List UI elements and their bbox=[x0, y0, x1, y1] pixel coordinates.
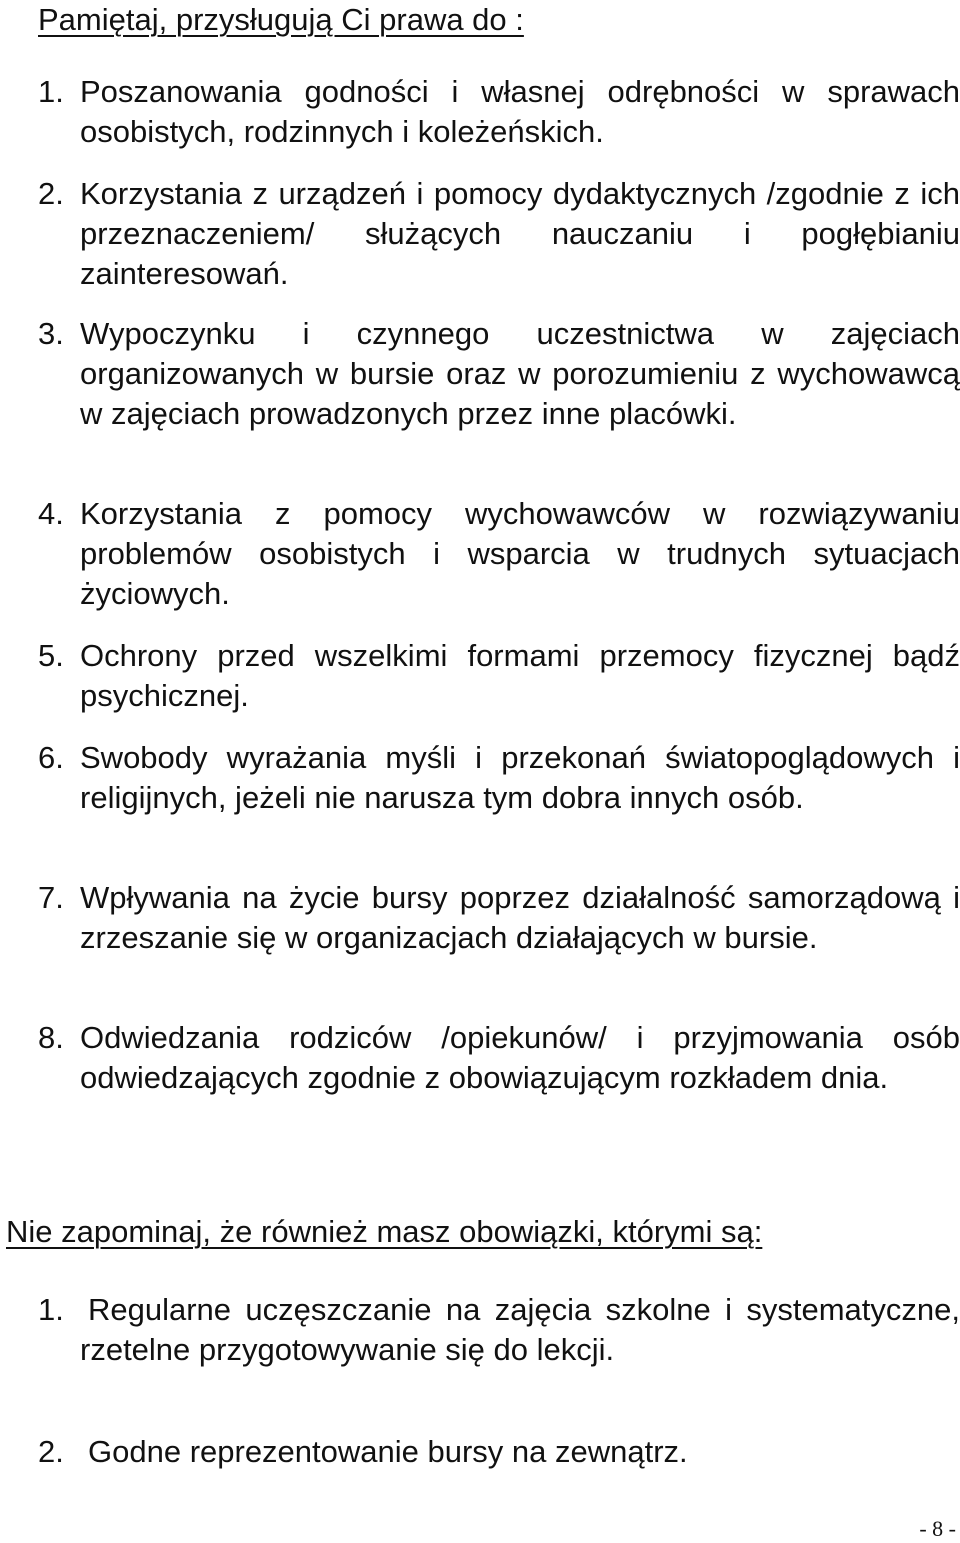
list-item-number: 4. bbox=[38, 496, 64, 531]
list-item-text: Wpływania na życie bursy poprzez działalność samorządową i zrzeszanie się w organizacjach działających w bursie. bbox=[80, 880, 960, 955]
list-item-text: Godne reprezentowanie bursy na zewnątrz. bbox=[88, 1434, 688, 1469]
list-item-number: 1. bbox=[38, 1292, 64, 1327]
list-item-number: 5. bbox=[38, 638, 64, 673]
rights-list-item bbox=[38, 636, 960, 716]
rights-list-item bbox=[38, 878, 960, 958]
page-number: - 8 - bbox=[919, 1516, 956, 1541]
list-item-text: Swobody wyrażania myśli i przekonań światopoglądowych i religijnych, jeżeli nie narusza tym dobra innych osób. bbox=[80, 740, 960, 815]
list-item-text: Korzystania z pomocy wychowawców w rozwiązywaniu problemów osobistych i wsparcia w trudnych sytuacjach życiowych. bbox=[80, 496, 960, 611]
list-item-text: Odwiedzania rodziców /opiekunów/ i przyjmowania osób odwiedzających zgodnie z obowiązującym rozkładem dnia. bbox=[80, 1020, 960, 1095]
duties-list-item bbox=[38, 1432, 960, 1472]
duties-heading: Nie zapominaj, że również masz obowiązki, którymi są: bbox=[6, 1214, 763, 1249]
list-item-text: Poszanowania godności i własnej odrębności w sprawach osobistych, rodzinnych i koleżeńskich. bbox=[80, 74, 960, 149]
list-item-number: 7. bbox=[38, 880, 64, 915]
list-item-text: Ochrony przed wszelkimi formami przemocy fizycznej bądź psychicznej. bbox=[80, 638, 960, 713]
rights-list-item bbox=[38, 1018, 960, 1098]
rights-heading: Pamiętaj, przysługują Ci prawa do : bbox=[38, 2, 524, 37]
list-item-text: Korzystania z urządzeń i pomocy dydaktycznych /zgodnie z ich przeznaczeniem/ służących nauczaniu i pogłębianiu zainteresowań. bbox=[80, 176, 960, 291]
rights-list-item bbox=[38, 738, 960, 818]
rights-list-item bbox=[38, 494, 960, 614]
rights-list-item bbox=[38, 174, 960, 294]
rights-list-item bbox=[38, 314, 960, 434]
list-item-number: 2. bbox=[38, 1434, 64, 1469]
list-item-number: 1. bbox=[38, 74, 64, 109]
list-item-text: Regularne uczęszczanie na zajęcia szkolne i systematyczne, rzetelne przygotowywanie się do lekcji. bbox=[80, 1292, 960, 1367]
list-item-number: 2. bbox=[38, 176, 64, 211]
rights-list-item bbox=[38, 72, 960, 152]
list-item-number: 6. bbox=[38, 740, 64, 775]
list-item-number: 3. bbox=[38, 316, 64, 351]
duties-list-item bbox=[38, 1290, 960, 1370]
list-item-text: Wypoczynku i czynnego uczestnictwa w zajęciach organizowanych w bursie oraz w porozumieniu z wychowawcą w zajęciach prowadzonych przez inne placówki. bbox=[80, 316, 960, 431]
list-item-number: 8. bbox=[38, 1020, 64, 1055]
